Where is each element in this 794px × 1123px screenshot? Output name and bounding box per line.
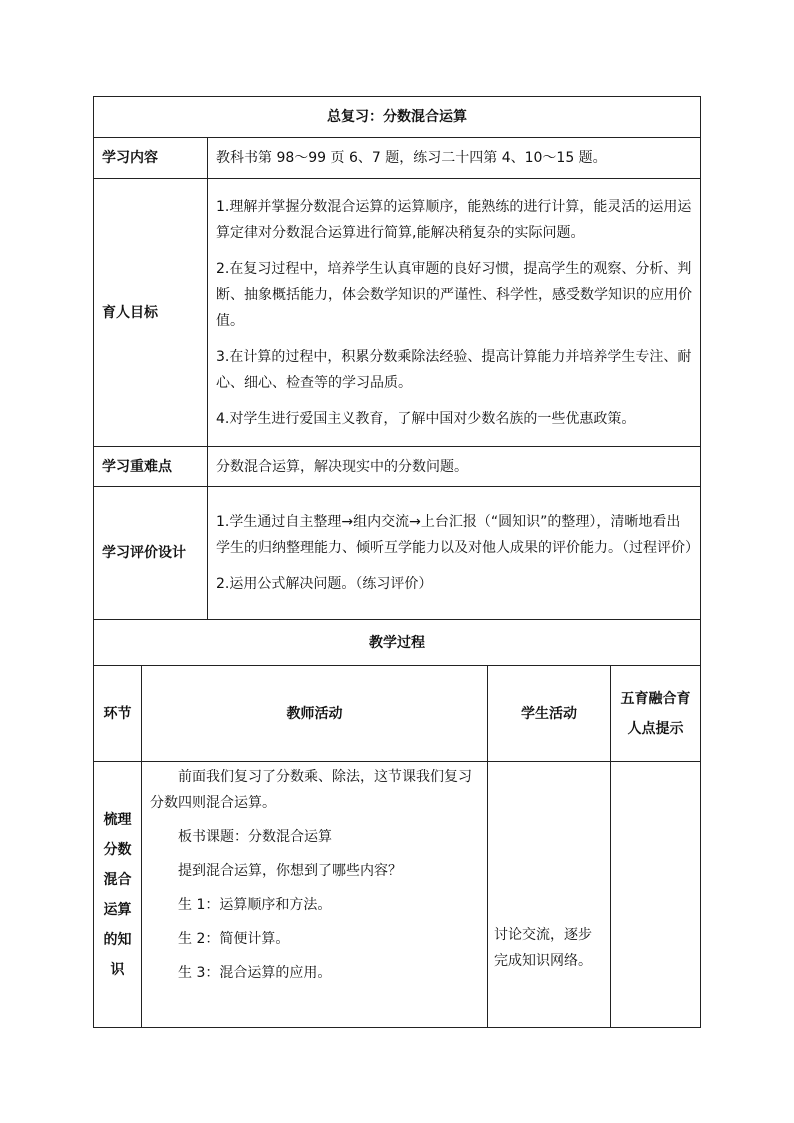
process-heading-row: [94, 620, 701, 666]
key-row: [94, 447, 701, 487]
evaluation-row: [94, 487, 701, 620]
stage-cell: 梳理分数混合运算的知识: [94, 762, 142, 1028]
goal-item: 3.在计算的过程中，积累分数乘除法经验、提高计算能力并培养学生专注、耐心、细心、检查等的学习品质。: [216, 348, 692, 391]
key-label: 学习重难点: [94, 447, 208, 487]
content-text: 教科书第 98～99 页 6、7 题，练习二十四第 4、10～15 题。: [208, 138, 701, 179]
evaluation-label: 学习评价设计: [94, 487, 208, 620]
lesson-plan-page: [93, 96, 700, 1028]
process-columns-row: [94, 666, 701, 762]
teacher-activity: [142, 762, 488, 1028]
column-teacher: 教师活动: [142, 666, 488, 762]
teacher-line: 前面我们复习了分数乘、除法，这节课我们复习分数四则混合运算。: [150, 769, 472, 811]
goals-list: [208, 179, 701, 447]
column-tips: 五育融合育人点提示: [611, 666, 701, 762]
process-row: [94, 762, 701, 1028]
evaluation-list: [208, 487, 701, 620]
teacher-line: 板书课题：分数混合运算: [178, 829, 332, 845]
goal-item: 1.理解并掌握分数混合运算的运算顺序，能熟练的进行计算，能灵活的运用运算定律对分数混合运算进行简算,能解决稍复杂的实际问题。: [216, 198, 692, 241]
lesson-plan-table: [93, 96, 701, 1028]
goal-item: 4.对学生进行爱国主义教育，了解中国对少数名族的一些优惠政策。: [216, 410, 636, 427]
tips-cell: [611, 762, 701, 1028]
content-row: [94, 138, 701, 179]
teacher-line: 提到混合运算，你想到了哪些内容？: [178, 863, 402, 879]
evaluation-item: 1.学生通过自主整理→组内交流→上台汇报（“圆知识”的整理），清晰地看出学生的归纳整理能力、倾听互学能力以及对他人成果的评价能力。（过程评价）: [216, 514, 699, 556]
content-label: 学习内容: [94, 138, 208, 179]
key-text: 分数混合运算，解决现实中的分数问题。: [208, 447, 701, 487]
teacher-line: 生 2：简便计算。: [178, 931, 290, 947]
goal-item: 2.在复习过程中，培养学生认真审题的良好习惯，提高学生的观察、分析、判断、抽象概括能力，体会数学知识的严谨性、科学性，感受数学知识的应用价值。: [216, 260, 692, 329]
teacher-line: 生 3：混合运算的应用。: [178, 965, 332, 981]
goals-label: 育人目标: [94, 179, 208, 447]
student-activity: 讨论交流，逐步完成知识网络。: [488, 762, 611, 1028]
evaluation-item: 2.运用公式解决问题。（练习评价）: [216, 576, 433, 592]
column-student: 学生活动: [488, 666, 611, 762]
column-stage: 环节: [94, 666, 142, 762]
process-heading: 教学过程: [94, 620, 701, 666]
goals-row: [94, 179, 701, 447]
title-row: [94, 97, 701, 138]
teacher-line: 生 1：运算顺序和方法。: [178, 897, 332, 913]
lesson-title: 总复习：分数混合运算: [94, 97, 701, 138]
